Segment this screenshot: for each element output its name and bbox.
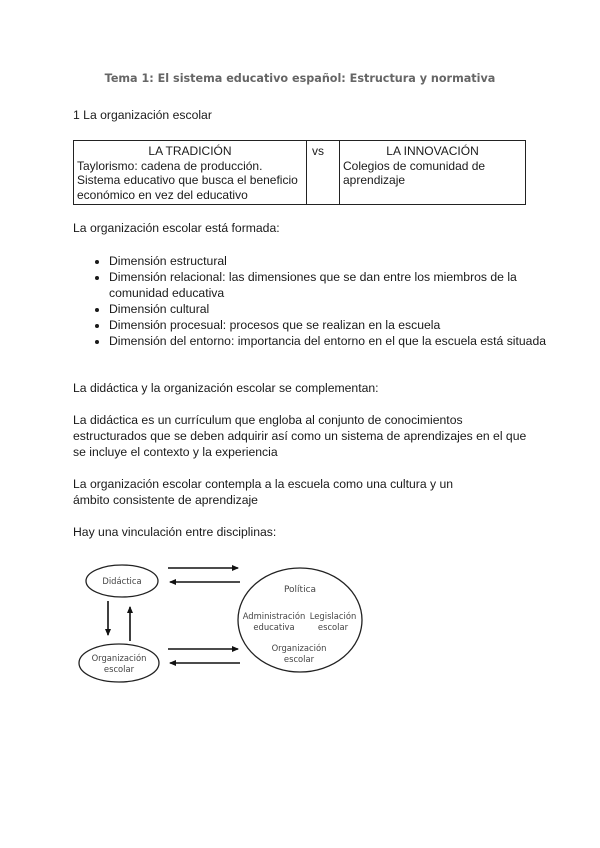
- legislacion-label-2: escolar: [317, 622, 349, 632]
- administracion-label-2: educativa: [253, 622, 295, 632]
- disciplines-diagram: [0, 555, 600, 705]
- list-item: • Dimensión cultural: [109, 301, 559, 317]
- list-item: • Dimensión estructural: [109, 253, 559, 269]
- organizacion-label-2: escolar: [103, 664, 135, 674]
- section-heading: 1 La organización escolar: [73, 108, 212, 122]
- list-item: • Dimensión del entorno: importancia del entorno en el que la escuela está situada: [109, 333, 559, 349]
- organizacion-node: [79, 644, 159, 682]
- tradition-line: Sistema educativo que busca el beneficio: [77, 173, 298, 187]
- tradition-header: LA TRADICIÓN: [148, 144, 232, 158]
- list-item: • Dimensión procesual: procesos que se realizan en la escuela: [109, 317, 559, 333]
- tradition-cell: [74, 141, 307, 205]
- legislacion-label-1: Legislación: [309, 611, 357, 621]
- complementan-paragraph: La didáctica y la organización escolar se complementan:: [73, 381, 379, 395]
- formada-intro: La organización escolar está formada:: [73, 221, 280, 235]
- tradition-line: Taylorismo: cadena de producción.: [77, 158, 263, 173]
- tradition-line: económico en vez del educativo: [77, 187, 248, 202]
- innovation-line: Colegios de comunidad de: [343, 158, 486, 173]
- vinculacion-paragraph: Hay una vinculación entre disciplinas:: [73, 525, 277, 539]
- org-inner-label-1: Organización: [271, 643, 327, 653]
- administracion-label-1: Administración: [242, 611, 306, 621]
- innovation-header: LA INNOVACIÓN: [386, 144, 479, 158]
- didactica-label: Didáctica: [102, 576, 142, 586]
- dimensions-list: [73, 253, 559, 349]
- page-title: Tema 1: El sistema educativo español: Estructura y normativa: [104, 72, 496, 85]
- organizacion-label-1: Organización: [91, 653, 147, 663]
- list-item: • Dimensión relacional: las dimensiones que se dan entre los miembros de la comunidad educativa: [109, 269, 559, 301]
- vs-cell: vs: [307, 141, 340, 205]
- comparison-table: [73, 140, 526, 205]
- innovation-cell: [340, 141, 526, 205]
- org-inner-label-2: escolar: [283, 654, 315, 664]
- politica-label: Política: [283, 585, 317, 595]
- organizacion-paragraph: La organización escolar contempla a la escuela como una cultura y un ámbito consistente de aprendizaje: [73, 477, 454, 507]
- didactica-paragraph: La didáctica es un currículum que engloba al conjunto de conocimientos estructurados que se deben adquirir así como un sistema de aprendizajes en el que se incluye el contexto y la experiencia: [73, 413, 527, 459]
- innovation-line: aprendizaje: [343, 173, 406, 187]
